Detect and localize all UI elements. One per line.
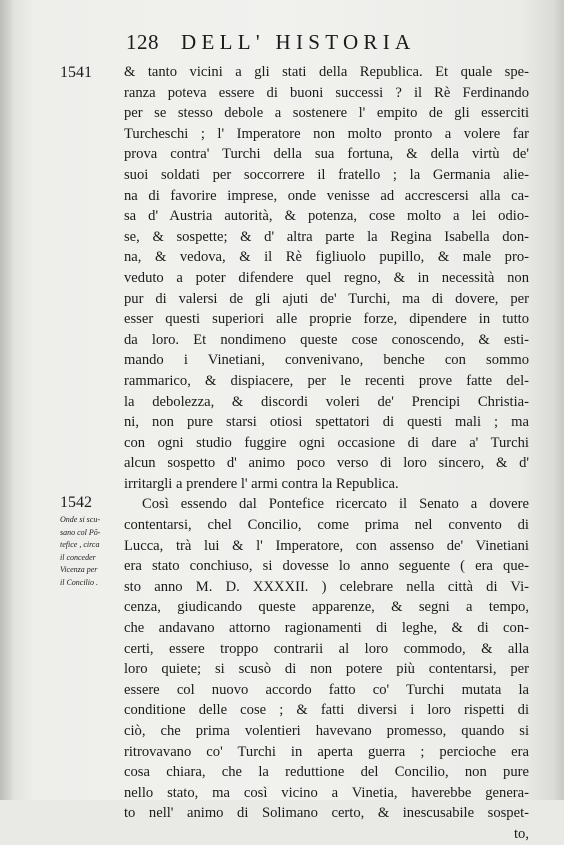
running-title: DELL' HISTORIA: [181, 30, 416, 54]
text-line: certi, essere troppo contrarii al loro commodo, & alla: [124, 640, 529, 657]
text-line: loro quiete; si scusò di non potere più contentarsi, per: [124, 661, 529, 678]
text-line: era stato conchiuso, si dovesse lo anno seguente ( era que-: [124, 558, 529, 575]
page-edge-shadow: [554, 0, 564, 800]
marginal-note-line: Onde si scu-: [60, 515, 100, 524]
text-line: Lucca, trà lui & l' Imperatore, con assenso de' Vinetiani: [124, 537, 529, 554]
text-line: ritrovavano co' Turchi in aperta guerra ; percioche era: [124, 743, 529, 760]
text-line: ranza poteva essere di buoni successi ? il Rè Ferdinando: [124, 84, 529, 101]
text-line: conditione delle cose ; & fatti diversi i loro rispetti di: [124, 702, 529, 719]
text-line: prova contra' Turchi della sua fortuna, & della virtù de': [124, 146, 529, 163]
text-line: irritargli a prendere l' armi contra la Republica.: [124, 475, 399, 492]
text-line: essere col nuovo accordo fatto co' Turchi mutata la: [124, 681, 529, 698]
text-line: ni, non pure starsi otiosi spettatori di questi mali ; ma: [124, 414, 529, 431]
margin-year-1541: 1541: [60, 64, 92, 81]
text-line: veduto a poter difendere quel regno, & in necessità non: [124, 269, 529, 286]
text-line: contentarsi, chel Concilio, come prima nel convento di: [124, 517, 529, 534]
catchword: to,: [514, 825, 529, 842]
text-line: nello stato, ma così vicino a Vinetia, haverebbe genera-: [124, 784, 529, 801]
marginal-note: [60, 514, 118, 589]
marginal-note-line: sano col Põ-: [60, 527, 101, 537]
marginal-note-line: il conceder: [60, 552, 96, 562]
text-line: alcun sospetto d' animo poco verso di loro sincero, & d': [124, 455, 529, 472]
text-line: Così essendo dal Pontefice ricercato il Senato a dovere: [142, 496, 529, 513]
text-line: suoi soldati per soccorrere il fratello ; la Germania alie-: [124, 166, 529, 183]
text-line: mando i Vinetiani, convenivano, benche con sommo: [124, 352, 529, 369]
text-line: & tanto vicini a gli stati della Republica. Et quale spe-: [124, 64, 529, 80]
marginal-note-line: il Concilio .: [60, 577, 98, 587]
text-line: per se stesso debole a sostenere l' empito de gli esserciti: [124, 105, 529, 122]
text-line: rammarico, & dispiacere, per le recenti prove fatte del-: [124, 372, 529, 389]
text-line: che andavano attorno ragionamenti di leghe, & di con-: [124, 620, 529, 637]
body-text: [124, 62, 529, 845]
text-line: sa d' Austria autorità, & potenza, cose molto a lei odio-: [124, 208, 529, 225]
margin-year-1542: 1542: [60, 494, 92, 511]
text-line: cenza, giudicando queste apparenze, & segni a tempo,: [124, 599, 529, 616]
text-line: con ogni studio fuggire ogni occasione di dare a' Turchi: [124, 434, 529, 451]
text-line: Turcheschi ; l' Imperatore non molto pronto a volere far: [124, 125, 529, 142]
text-line: sto anno M. D. XXXXII. ) celebrare nella città di Vi-: [124, 578, 529, 595]
marginal-note-line: Vicenza per: [60, 565, 98, 574]
text-line: da loro. Et nondimeno queste cose conoscendo, & esti-: [124, 331, 529, 348]
text-line: ciò, che prima volentieri havevano promesso, quando si: [124, 723, 529, 739]
running-head: [126, 30, 416, 54]
text-line: pur di valersi de gli ajuti de' Turchi, ma di dovere, per: [124, 290, 529, 307]
text-line: na, & vedova, & il Rè figliuolo pupillo, & male pro-: [124, 249, 529, 266]
text-line: se, & sospette; & d' altra parte la Regina Isabella don-: [124, 228, 529, 245]
text-line: cosa chiara, che la reduttione del Concilio, non pure: [124, 764, 529, 781]
page-number: 128: [126, 30, 159, 54]
text-line: la debolezza, & discordi voleri de' Prencipi Christia-: [124, 393, 529, 410]
text-line: na di favorire imprese, onde venisse ad accrescersi alla ca-: [124, 187, 529, 204]
text-line: esser questi superiori alle proprie forze, dipendere in tutto: [124, 311, 529, 328]
page-gutter-shadow: [0, 0, 14, 800]
marginal-note-line: tefice , circa: [60, 540, 100, 549]
text-line: to nell' animo di Solimano certo, & inescusabile sospet-: [124, 805, 529, 822]
